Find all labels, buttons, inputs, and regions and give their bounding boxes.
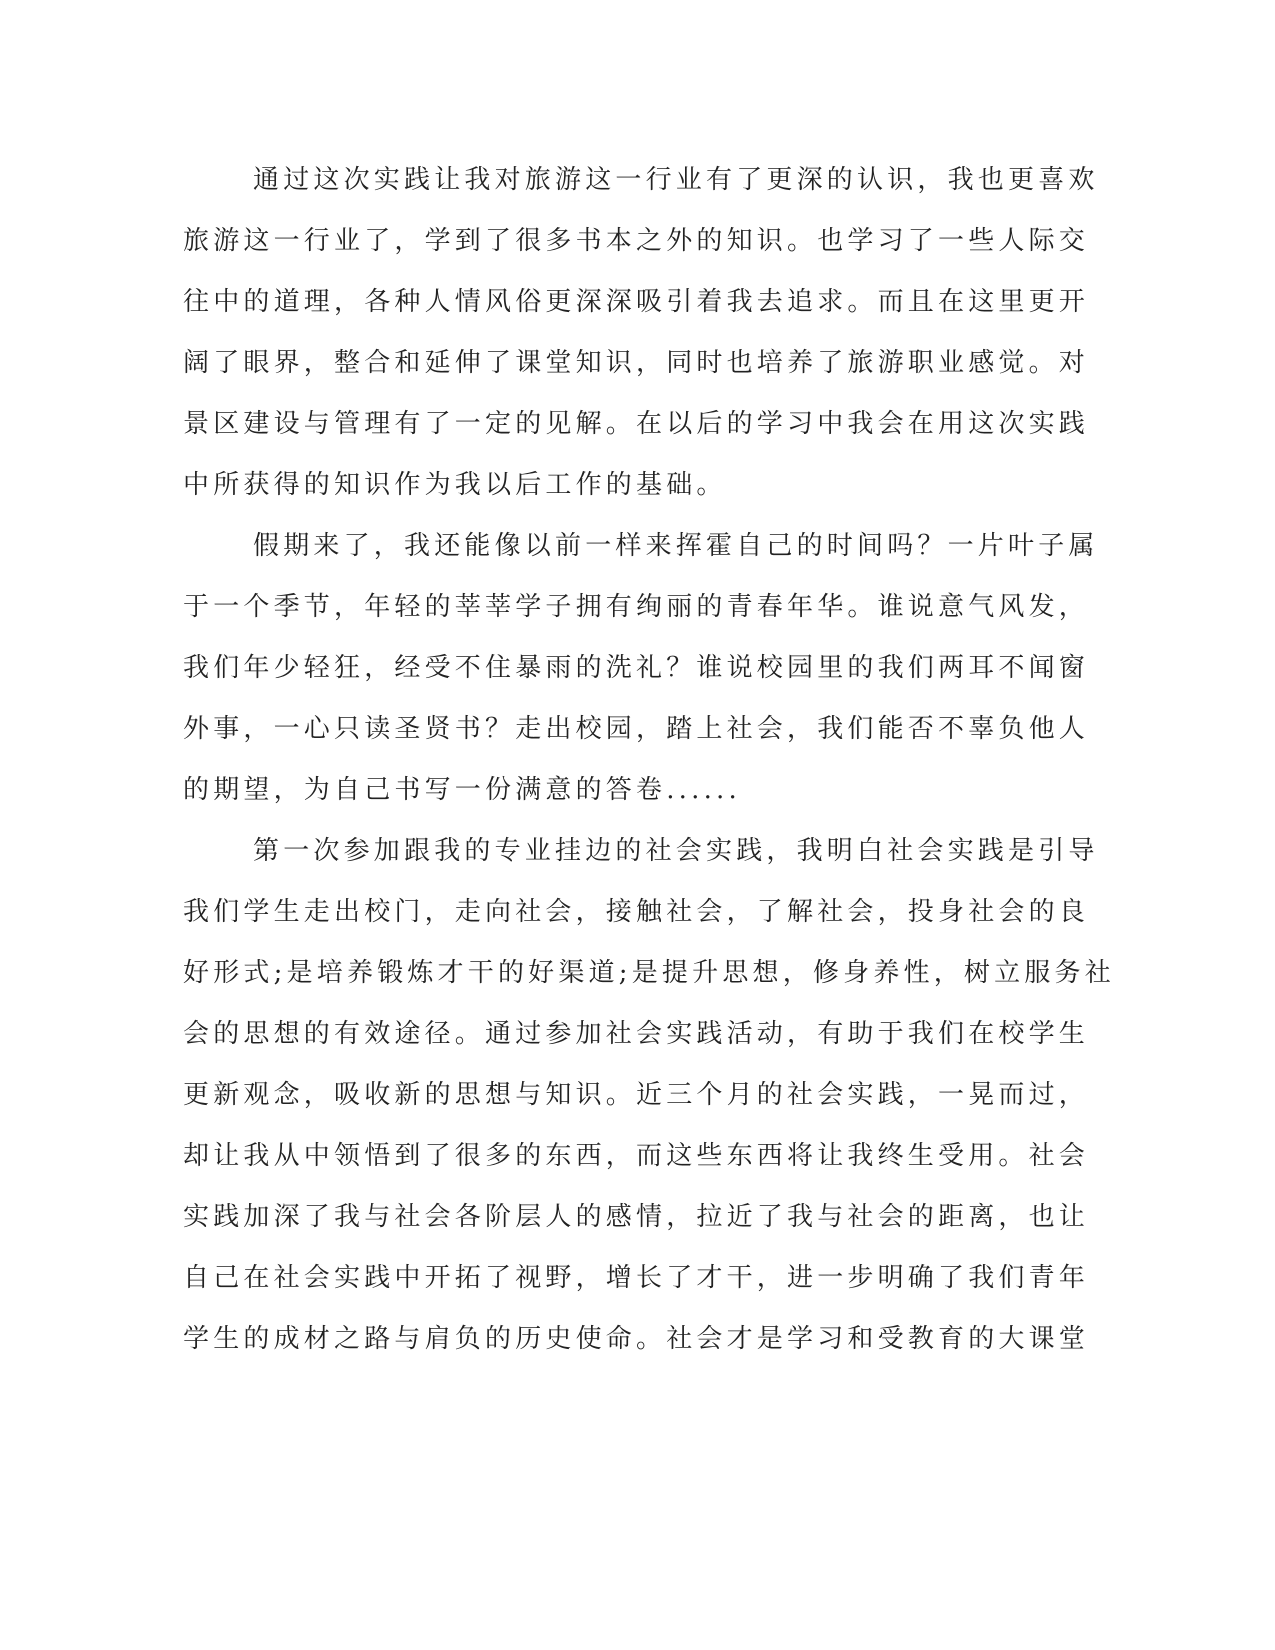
text-line: 学生的成材之路与肩负的历史使命。社会才是学习和受教育的大课堂 [183,1324,1090,1354]
text-line: 的期望，为自己书写一份满意的答卷...... [183,775,741,805]
text-line: 景区建设与管理有了一定的见解。在以后的学习中我会在用这次实践 [183,409,1090,439]
text-line: 我们学生走出校门，走向社会，接触社会，了解社会，投身社会的良 [183,897,1090,927]
text-line: 中所获得的知识作为我以后工作的基础。 [183,470,727,500]
text-line: 更新观念，吸收新的思想与知识。近三个月的社会实践，一晃而过， [183,1080,1090,1110]
text-line: 好形式;是培养锻炼才干的好渠道;是提升思想，修身养性，树立服务社 [183,958,1115,988]
text-line: 往中的道理，各种人情风俗更深深吸引着我去追求。而且在这里更开 [183,287,1090,317]
paragraph-1 [183,150,1099,516]
text-line: 通过这次实践让我对旅游这一行业有了更深的认识，我也更喜欢 [253,165,1099,195]
text-line: 第一次参加跟我的专业挂边的社会实践，我明白社会实践是引导 [253,836,1099,866]
text-line: 自己在社会实践中开拓了视野，增长了才干，进一步明确了我们青年 [183,1263,1090,1293]
text-line: 我们年少轻狂，经受不住暴雨的洗礼？谁说校园里的我们两耳不闻窗 [183,653,1090,683]
document-body [183,150,1115,1370]
text-line: 却让我从中领悟到了很多的东西，而这些东西将让我终生受用。社会 [183,1141,1090,1171]
text-line: 于一个季节，年轻的莘莘学子拥有绚丽的青春年华。谁说意气风发， [183,592,1090,622]
text-line: 阔了眼界，整合和延伸了课堂知识，同时也培养了旅游职业感觉。对 [183,348,1090,378]
text-line: 假期来了，我还能像以前一样来挥霍自己的时间吗？一片叶子属 [253,531,1099,561]
paragraph-3 [183,821,1115,1370]
paragraph-2 [183,516,1099,821]
text-line: 实践加深了我与社会各阶层人的感情，拉近了我与社会的距离，也让 [183,1202,1090,1232]
text-line: 旅游这一行业了，学到了很多书本之外的知识。也学习了一些人际交 [183,226,1090,256]
text-line: 外事，一心只读圣贤书？走出校园，踏上社会，我们能否不辜负他人 [183,714,1090,744]
text-line: 会的思想的有效途径。通过参加社会实践活动，有助于我们在校学生 [183,1019,1090,1049]
